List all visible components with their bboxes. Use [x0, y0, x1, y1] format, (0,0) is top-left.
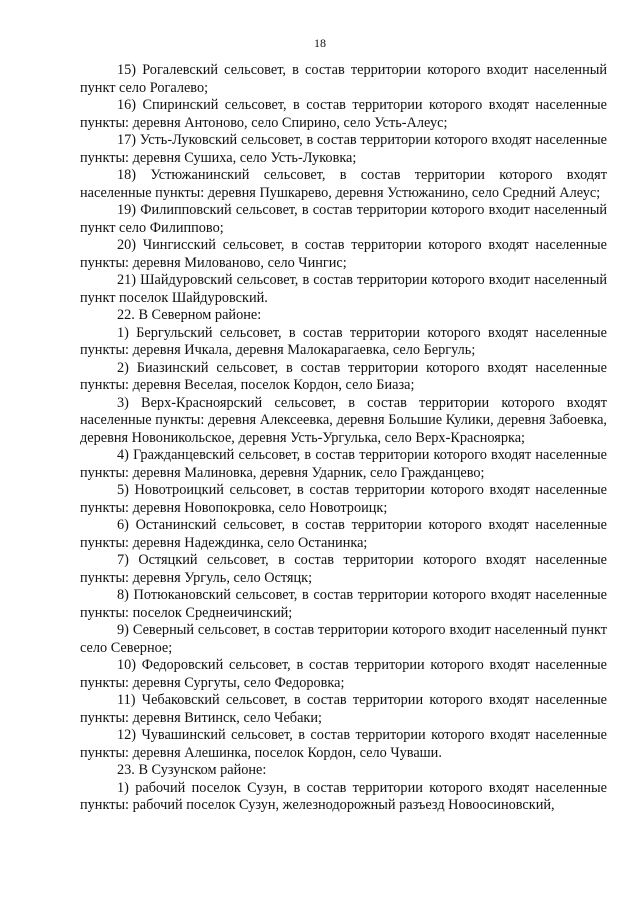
- list-item-novotroitsky: 5) Новотроицкий сельсовет, в состав территории которого входят населенные пункты: деревня Новопокровка, село Новотроицк;: [80, 482, 607, 516]
- list-item-ustyuzhaninsky: 18) Устюжанинский сельсовет, в состав территории которого входят населенные пункты: деревня Пушкарево, деревня Устюжанино, село Средний Алеус;: [80, 167, 607, 201]
- list-item-chingissky: 20) Чингисский сельсовет, в состав территории которого входят населенные пункты: деревня Милованово, село Чингис;: [80, 237, 607, 271]
- list-item-ostyatsky: 7) Остяцкий сельсовет, в состав территории которого входят населенные пункты: деревня Ургуль, село Остяцк;: [80, 552, 607, 586]
- list-item-bergulsky: 1) Бергульский сельсовет, в состав территории которого входят населенные пункты: деревня Ичкала, деревня Малокарагаевка, село Бергуль;: [80, 324, 607, 358]
- list-item-fedorovsky: 10) Федоровский сельсовет, в состав территории которого входят населенные пункты: деревня Сургуты, село Федоровка;: [80, 657, 607, 691]
- list-item-biazinsky: 2) Биазинский сельсовет, в состав территории которого входят населенные пункты: деревня Веселая, поселок Кордон, село Биаза;: [80, 359, 607, 393]
- section-heading-severny-district: 22. В Северном районе:: [117, 307, 262, 323]
- list-item-verkh-krasnoyarsky: 3) Верх-Красноярский сельсовет, в состав территории которого входят населенные пункты: деревня Алексеевка, деревня Большие Кулики, деревня Забоевка, деревня Новоникольское, деревня Усть-Ургулька, село Верх-Красноярка;: [80, 394, 607, 446]
- section-heading-suzunsky-district: 23. В Сузунском районе:: [117, 762, 267, 778]
- list-item-grazhdantsevsky: 4) Гражданцевский сельсовет, в состав территории которого входят населенные пункты: деревня Малиновка, деревня Ударник, село Гражданцево;: [80, 447, 607, 481]
- list-item-shaydurovsky: 21) Шайдуровский сельсовет, в состав территории которого входит населенный пункт поселок Шайдуровский.: [80, 272, 607, 306]
- document-body: [80, 62, 607, 815]
- list-item-chebakovsky: 11) Чебаковский сельсовет, в состав территории которого входят населенные пункты: деревня Витинск, село Чебаки;: [80, 692, 607, 726]
- list-item-potyukanovsky: 8) Потюкановский сельсовет, в состав территории которого входят населенные пункты: поселок Среднеичинский;: [80, 587, 607, 621]
- list-item-chuvashinsky: 12) Чувашинский сельсовет, в состав территории которого входят населенные пункты: деревня Алешинка, поселок Кордон, село Чуваши.: [80, 727, 607, 761]
- list-item-severny: 9) Северный сельсовет, в состав территории которого входит населенный пункт село Северное;: [80, 622, 607, 656]
- list-item-spirinsky: 16) Спиринский сельсовет, в состав территории которого входят населенные пункты: деревня Антоново, село Спирино, село Усть-Алеус;: [80, 97, 607, 131]
- list-item-rogalevsky: 15) Рогалевский сельсовет, в состав территории которого входит населенный пункт село Рогалево;: [80, 62, 607, 96]
- list-item-ust-lukovsky: 17) Усть-Луковский сельсовет, в состав территории которого входят населенные пункты: деревня Сушиха, село Усть-Луковка;: [80, 132, 607, 166]
- list-item-ostaninsky: 6) Останинский сельсовет, в состав территории которого входят населенные пункты: деревня Надеждинка, село Останинка;: [80, 517, 607, 551]
- list-item-filippovsky: 19) Филипповский сельсовет, в состав территории которого входит населенный пункт село Филиппово;: [80, 202, 607, 236]
- page-number: 18: [314, 36, 326, 50]
- list-item-suzun: 1) рабочий поселок Сузун, в состав территории которого входят населенные пункты: рабочий поселок Сузун, железнодорожный разъезд Новоосиновский,: [80, 779, 607, 813]
